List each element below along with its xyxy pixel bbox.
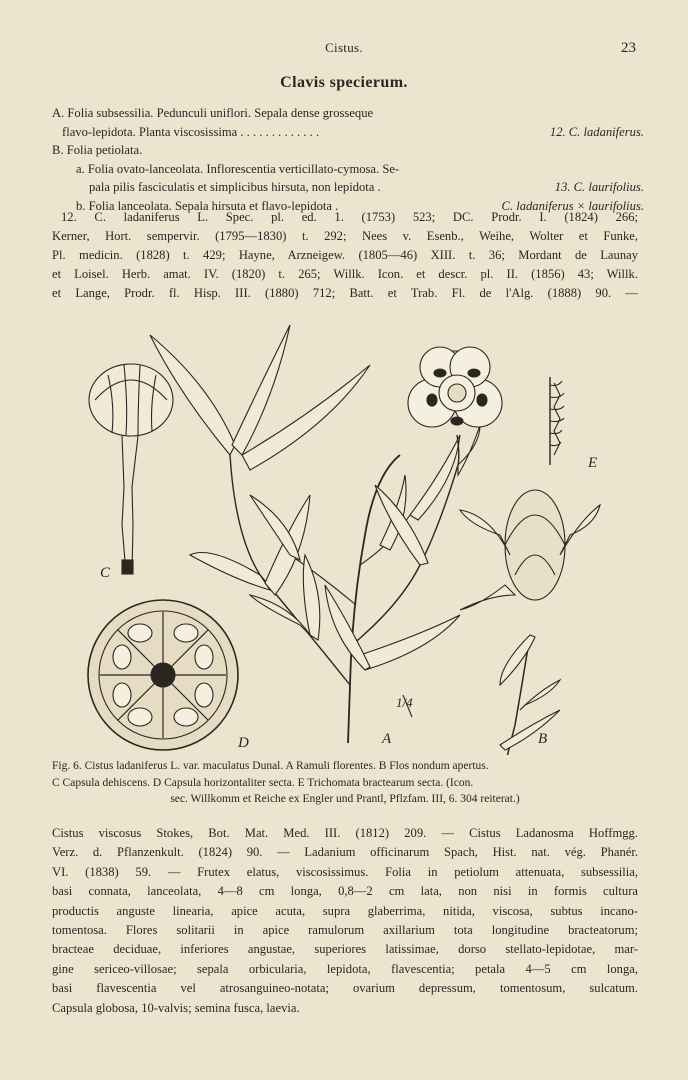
key-line-result: C. ladaniferus × laurifolius. [501,198,644,213]
key-line-text: flavo-lepidota. Planta viscosissima . . . . . . . . . . . . . [62,124,320,139]
description-line: bracteae deciduae, inferiores angustae, superiores latissimae, dorso stellato-lepidotae, mar- [52,942,638,957]
citation-line: Pl. medicin. (1828) t. 429; Hayne, Arzneigew. (1805—46) XIII. t. 36; Mordant de Launay [52,248,638,262]
capsule-section-drawing [88,600,238,750]
panel-label-c: C [100,565,111,581]
citation-line: 12. C. ladaniferus L. Spec. pl. ed. 1. (1753) 523; DC. Prodr. I. (1824) 266; [61,210,638,224]
cistus-drawing [60,305,640,755]
key-line-text: A. Folia subsessilia. Pedunculi uniflori. Sepala dense grosseque [52,106,374,120]
panel-label-e: E [588,455,598,471]
citation-line: et Lange, Prodr. fl. Hisp. III. (1880) 712; Batt. et Trab. Fl. de l'Alg. (1888) 90. — [52,286,638,300]
species-key [52,104,644,216]
key-title: Clavis specierum. [280,74,408,91]
description-line: productis anguste linearia, apice acuta, supra glaberrima, nitida, viscosa, subtus incano- [52,903,638,918]
description-line: basi connata, lanceolata, 4—8 cm longa, 0,8—2 cm lata, non nisi in formis cultura [52,884,638,899]
panel-label-b: B [538,731,548,747]
key-line-result: 12. C. ladaniferus. [549,124,644,139]
scale-label: 1/4 [396,695,413,710]
key-line-text: B. Folia petiolata. [52,143,143,158]
description-line: Verz. d. Pflanzenkult. (1824) 90. — Ladanium officinarum Spach, Hist. nat. vég. Phanér. [52,845,638,860]
panel-label-a: A [382,731,392,747]
species-citation [52,208,638,303]
running-head: Cistus. [325,40,363,55]
key-line [52,104,644,123]
page-number: 23 [621,40,636,56]
key-line [52,178,644,197]
description-line: basi flavescentia vel atrosanguineo-notata; ovarium depressum, tomentosum, sulcatum. [52,981,638,996]
key-line [52,160,644,179]
capsule-dehiscing-drawing [89,364,173,574]
citation-line: et Loisel. Herb. amat. IV. (1820) t. 265; Willk. Icon. et descr. pl. II. (1856) 43; Willk. [52,267,638,281]
panel-label-d: D [238,735,249,751]
key-line-text: pala pilis fasciculatis et simplicibus hirsuta, non lepidota . [89,180,381,195]
botanical-illustration [60,305,640,755]
flower-bud-drawing [460,490,600,755]
key-line-text: a. Folia ovato-lanceolata. Inflorescentia verticillato-cymosa. Se- [76,161,400,176]
key-line-text: b. Folia lanceolata. Sepala hirsuta et flavo-lepidota . [76,198,339,213]
key-line [52,123,644,142]
caption-line: sec. Willkomm et Reiche ex Engler und Prantl, Pflzfam. III, 6. 304 reiterat.) [170,793,520,805]
species-description [52,824,638,1018]
description-line: gine sericeo-villosae; sepala orbicularia, lepidota, flavescentia; petala 4—5 cm longa, [52,961,638,976]
key-line [52,141,644,160]
description-line: Capsula globosa, 10-valvis; semina fusca, laevia. [52,1000,300,1015]
figure-caption [52,758,638,808]
key-line-result: 13. C. laurifolius. [554,180,644,195]
citation-line: Kerner, Hort. sempervir. (1795—1830) t. 292; Nees v. Esenb., Weihe, Wolter et Funke, [52,229,638,243]
description-line: VI. (1838) 59. — Frutex elatus, viscosissimus. Folia in petiolum attenuata, subsessilia, [52,864,638,879]
trichome-section-drawing [550,377,564,465]
caption-line: C Capsula dehiscens. D Capsula horizontaliter secta. E Trichomata bractearum secta. (Icon. [52,776,474,789]
caption-line: Fig. 6. Cistus ladaniferus L. var. maculatus Dunal. A Ramuli florentes. B Flos nondum apertus. [52,760,489,772]
description-line: Cistus viscosus Stokes, Bot. Mat. Med. III. (1812) 209. — Cistus Ladanosma Hoffmgg. [52,826,638,840]
description-line: tomentosa. Flores solitarii in apice ramulorum axillarium tota longitudine bracteatorum; [52,922,638,937]
